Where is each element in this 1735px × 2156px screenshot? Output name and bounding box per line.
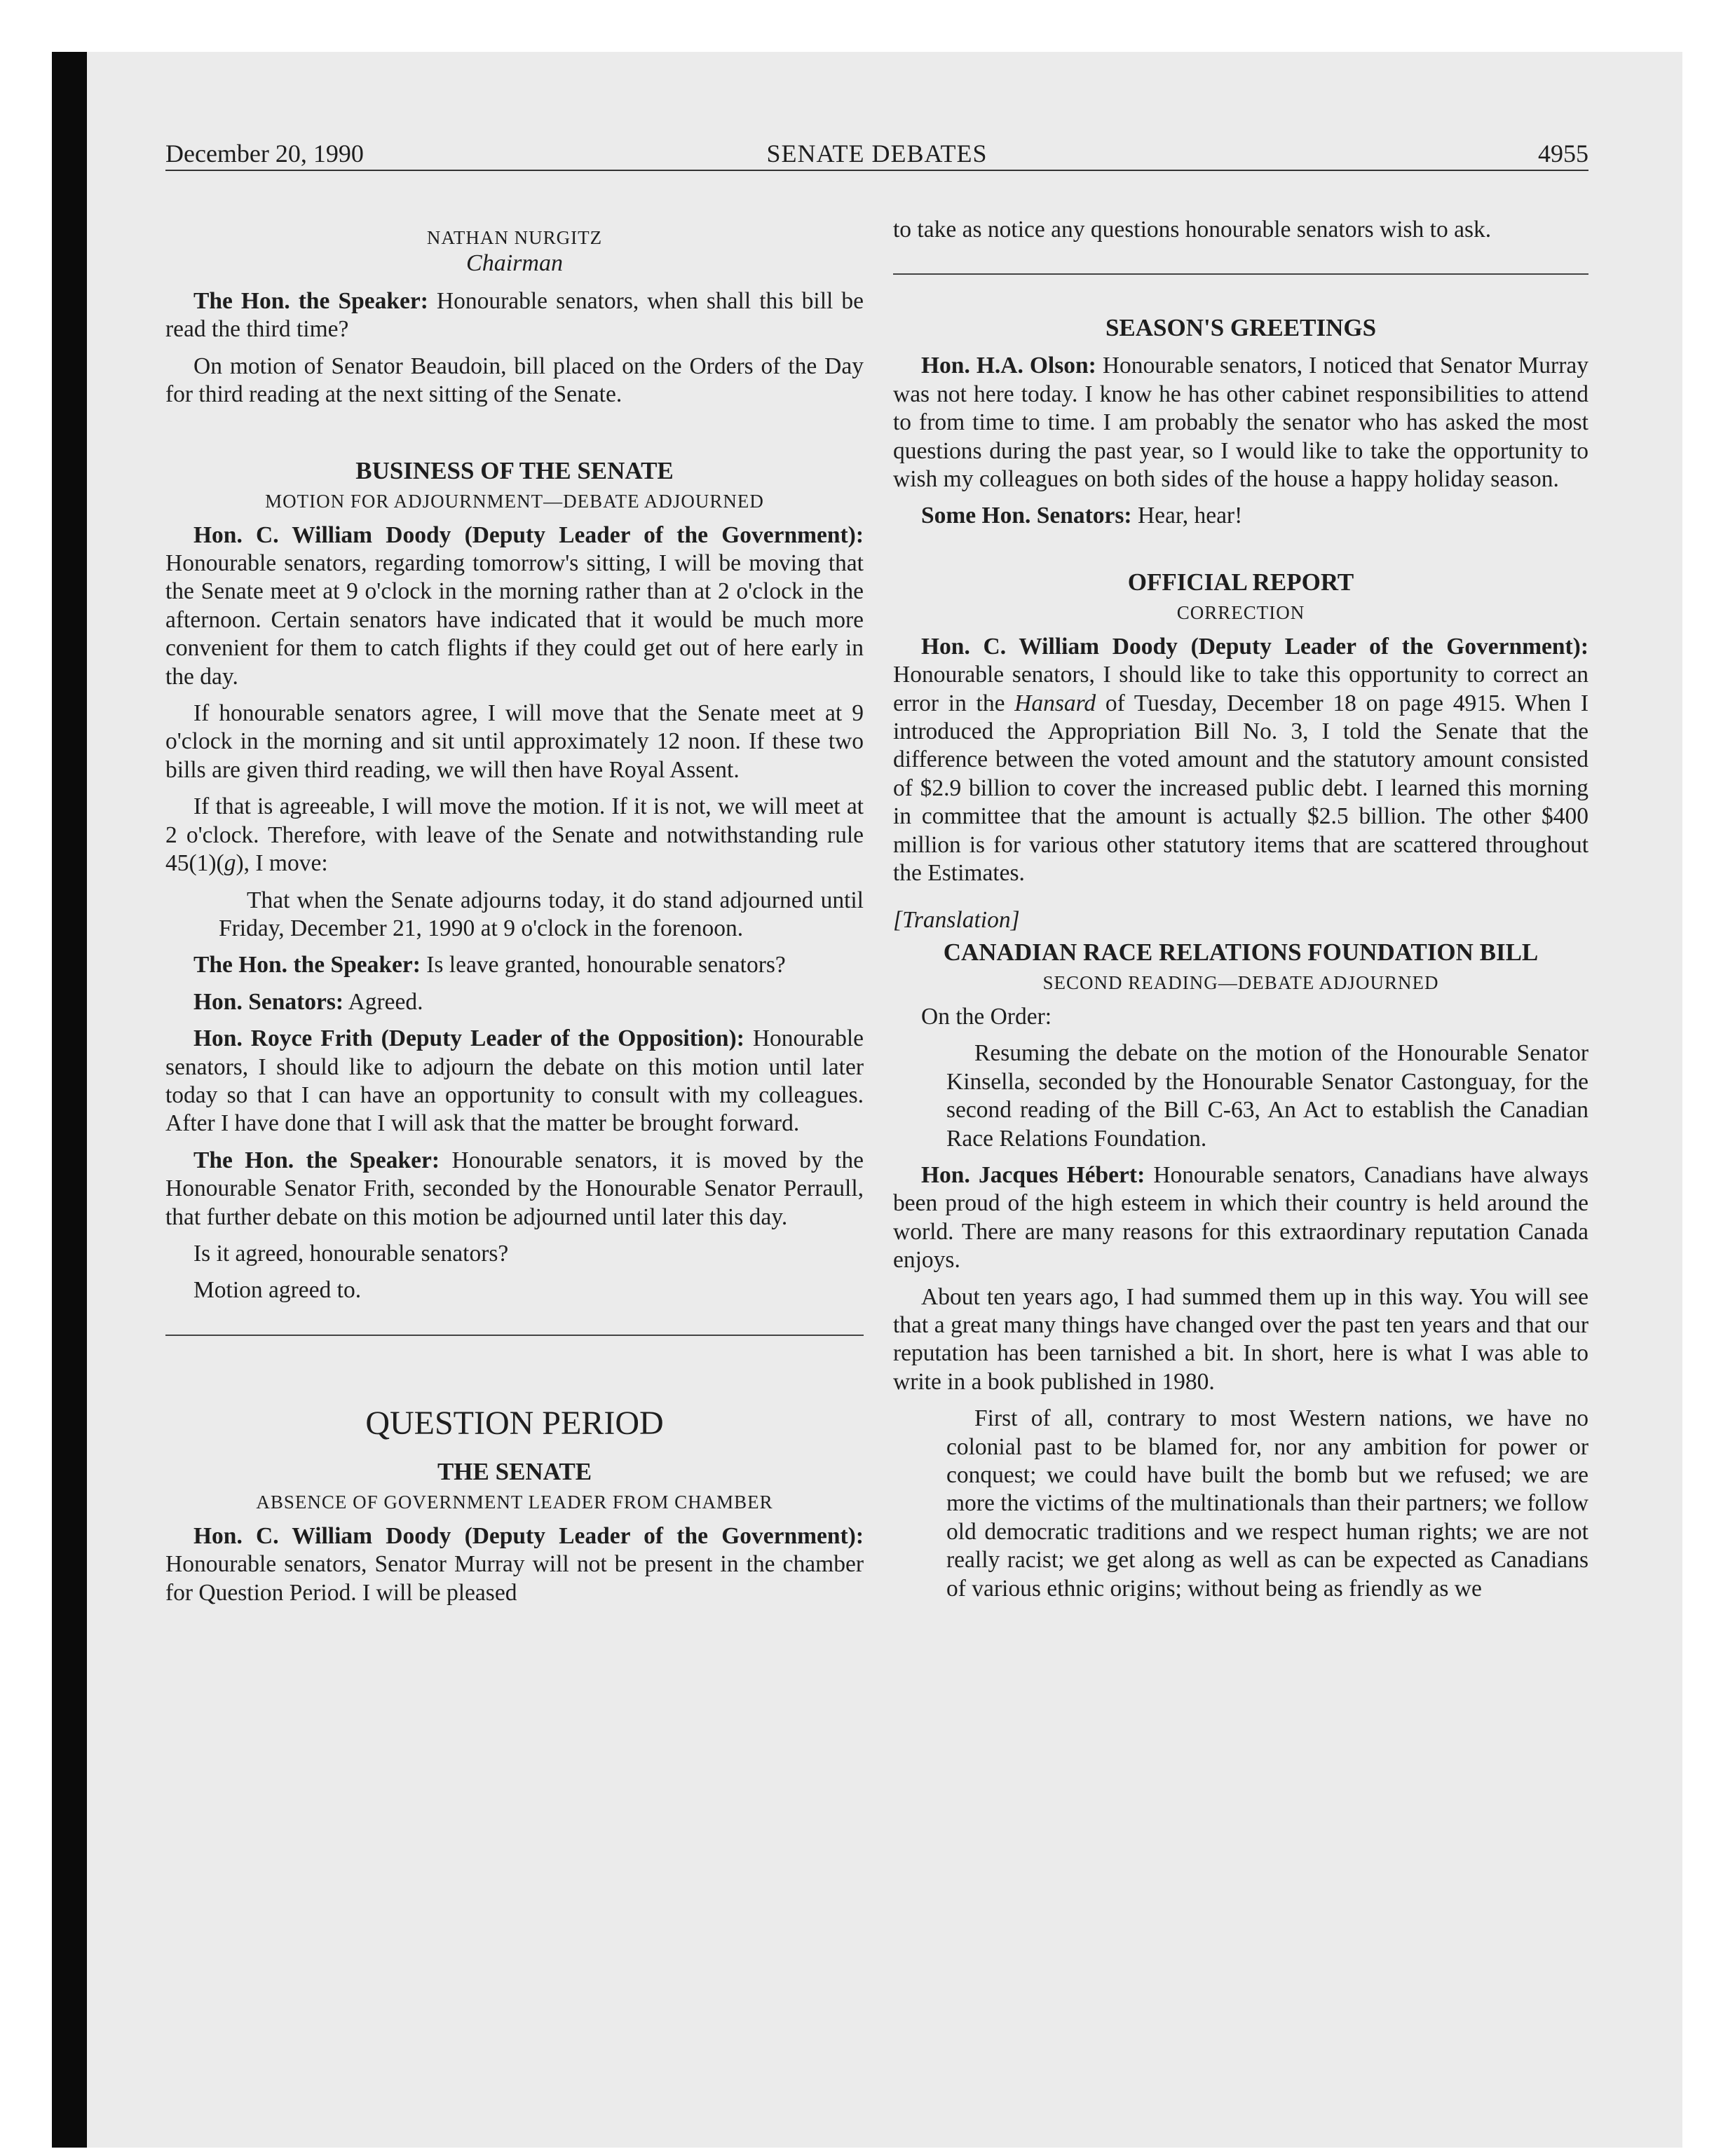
paragraph: Is it agreed, honourable senators? xyxy=(193,1240,509,1267)
binding-edge xyxy=(52,52,87,2148)
section-heading: THE SENATE xyxy=(437,1457,592,1485)
section-heading: CANADIAN RACE RELATIONS FOUNDATION BILL xyxy=(943,938,1539,966)
speaker-name: Hon. C. William Doody (Deputy Leader of the Government): xyxy=(193,1522,864,1549)
paragraph: On the Order: xyxy=(921,1003,1052,1030)
major-heading: QUESTION PERIOD xyxy=(365,1404,664,1442)
speaker-name: The Hon. the Speaker: xyxy=(193,952,421,978)
header-date: December 20, 1990 xyxy=(165,139,364,168)
speaker-name: Hon. C. William Doody (Deputy Leader of the Government): xyxy=(193,521,864,548)
signature-name: NATHAN NURGITZ xyxy=(426,227,603,248)
motion-quote: Resuming the debate on the motion of the Honourable Senator Kinsella, seconded by the Honourable Senator Castonguay, for the second reading of the Bill C-63, An Act to establish the Canadian Race Relations Foundation. xyxy=(946,1040,1588,1152)
section-subheading: MOTION FOR ADJOURNMENT—DEBATE ADJOURNED xyxy=(265,490,764,512)
speaker-name: Hon. C. William Doody (Deputy Leader of the Government): xyxy=(921,633,1588,660)
section-subheading: CORRECTION xyxy=(1176,601,1305,623)
speaker-name: Hon. Jacques Hébert: xyxy=(921,1161,1145,1188)
paragraph: Hon. C. William Doody (Deputy Leader of the Government): Honourable senators, Senator Murray will not be present in the chamber for Question Period. I will be pleased xyxy=(165,1522,864,1606)
paragraph: If honourable senators agree, I will move that the Senate meet at 9 o'clock in the morning and sit until approximately 12 noon. If these two bills are given third reading, we will then have Royal Assent. xyxy=(165,700,864,783)
paragraph: Hon. H.A. Olson: Honourable senators, I noticed that Senator Murray was not here today. I know he has other cabinet responsibilities to attend to from time to time. I am probably the senator who has asked the most questions during the past year, so I would like to take the opportunity to wish my colleagues on both sides of the house a happy holiday season. xyxy=(893,353,1588,493)
paragraph: Motion agreed to. xyxy=(193,1277,362,1304)
speaker-name: The Hon. the Speaker: xyxy=(193,1147,440,1173)
speaker-name: Hon. Senators: xyxy=(193,988,344,1015)
paragraph: If that is agreeable, I will move the motion. If it is not, we will meet at 2 o'clock. Therefore, with leave of the Senate and notwithstanding rule 45(1)(g), I move: xyxy=(165,793,864,877)
section-subheading: ABSENCE OF GOVERNMENT LEADER FROM CHAMBER xyxy=(256,1491,773,1513)
section-heading: OFFICIAL REPORT xyxy=(1127,568,1354,596)
signature-role: Chairman xyxy=(466,250,563,276)
left-column xyxy=(165,216,864,1616)
paragraph: Hon. Senators: Agreed. xyxy=(193,988,423,1015)
speaker-name: The Hon. the Speaker: xyxy=(193,288,428,314)
paragraph: About ten years ago, I had summed them up in this way. You will see that a great many things have changed over the past ten years and that our reputation has been tarnished a bit. In short, here is what I was able to write in a book published in 1980. xyxy=(893,1283,1588,1395)
paragraph: Hon. Royce Frith (Deputy Leader of the Opposition): Honourable senators, I should like to adjourn the debate on this motion until later today so that I can have an opportunity to consult with my colleagues. After I have done that I will ask that the matter be brought forward. xyxy=(165,1025,864,1137)
paragraph: Hon. C. William Doody (Deputy Leader of the Government): Honourable senators, I should like to take this opportunity to correct an error in the Hansard of Tuesday, December 18 on page 4915. When I introduced the Appropriation Bill No. 3, I told the Senate that the difference between the voted amount and the statutory amount consisted of $2.9 billion to cover the increased public debt. I learned this morning in committee that the amount is actually $2.5 billion. The other $400 million is for various other statutory items that are scattered throughout the Estimates. xyxy=(893,633,1589,887)
section-subheading: SECOND READING—DEBATE ADJOURNED xyxy=(1042,971,1439,993)
running-header xyxy=(165,137,1588,171)
translation-note: [Translation] xyxy=(893,906,1020,933)
book-quote: First of all, contrary to most Western nations, we have no colonial past to be blamed for, nor any ambition for power or conquest; we could have built the bomb but we refused; we are more the victims of the multinationals than their partners; we follow old democratic traditions and we respect human rights; we are not really racist; we get along as well as can be expected as Canadians of various ethnic origins; without being as friendly as we xyxy=(946,1405,1588,1602)
right-column xyxy=(893,216,1588,1611)
speaker-name: Hon. Royce Frith (Deputy Leader of the Opposition): xyxy=(193,1025,744,1052)
speaker-name: Hon. H.A. Olson: xyxy=(921,353,1096,379)
paragraph: Hon. C. William Doody (Deputy Leader of the Government): Honourable senators, regarding tomorrow's sitting, I will be moving that the Senate meet at 9 o'clock in the morning rather than at 2 o'clock in the afternoon. Certain senators have indicated that it would be much more convenient for them to catch flights if they could get out of here early in the day. xyxy=(165,521,864,690)
header-title: SENATE DEBATES xyxy=(766,139,988,168)
paragraph: On motion of Senator Beaudoin, bill placed on the Orders of the Day for third reading at the next sitting of the Senate. xyxy=(165,353,864,408)
hansard-title: Hansard xyxy=(1014,690,1096,716)
speaker-name: Some Hon. Senators: xyxy=(921,503,1132,529)
paragraph: Hon. Jacques Hébert: Honourable senators, Canadians have always been proud of the high esteem in which their country is held around the world. There are many reasons for this extraordinary reputation Canada enjoys. xyxy=(893,1161,1588,1274)
section-heading: SEASON'S GREETINGS xyxy=(1105,314,1377,342)
paragraph: The Hon. the Speaker: Is leave granted, honourable senators? xyxy=(193,952,786,978)
header-page-number: 4955 xyxy=(1538,139,1588,168)
paragraph: The Hon. the Speaker: Honourable senators, it is moved by the Honourable Senator Frith, seconded by the Honourable Senator Perraull, that further debate on this motion be adjourned until later this day. xyxy=(165,1147,864,1230)
paragraph: The Hon. the Speaker: Honourable senators, when shall this bill be read the third time? xyxy=(165,288,864,343)
motion-quote: That when the Senate adjourns today, it do stand adjourned until Friday, December 21, 1990 at 9 o'clock in the forenoon. xyxy=(219,887,864,941)
section-heading: BUSINESS OF THE SENATE xyxy=(355,456,674,484)
paragraph: to take as notice any questions honourable senators wish to ask. xyxy=(893,217,1492,243)
paragraph: Some Hon. Senators: Hear, hear! xyxy=(921,503,1243,529)
